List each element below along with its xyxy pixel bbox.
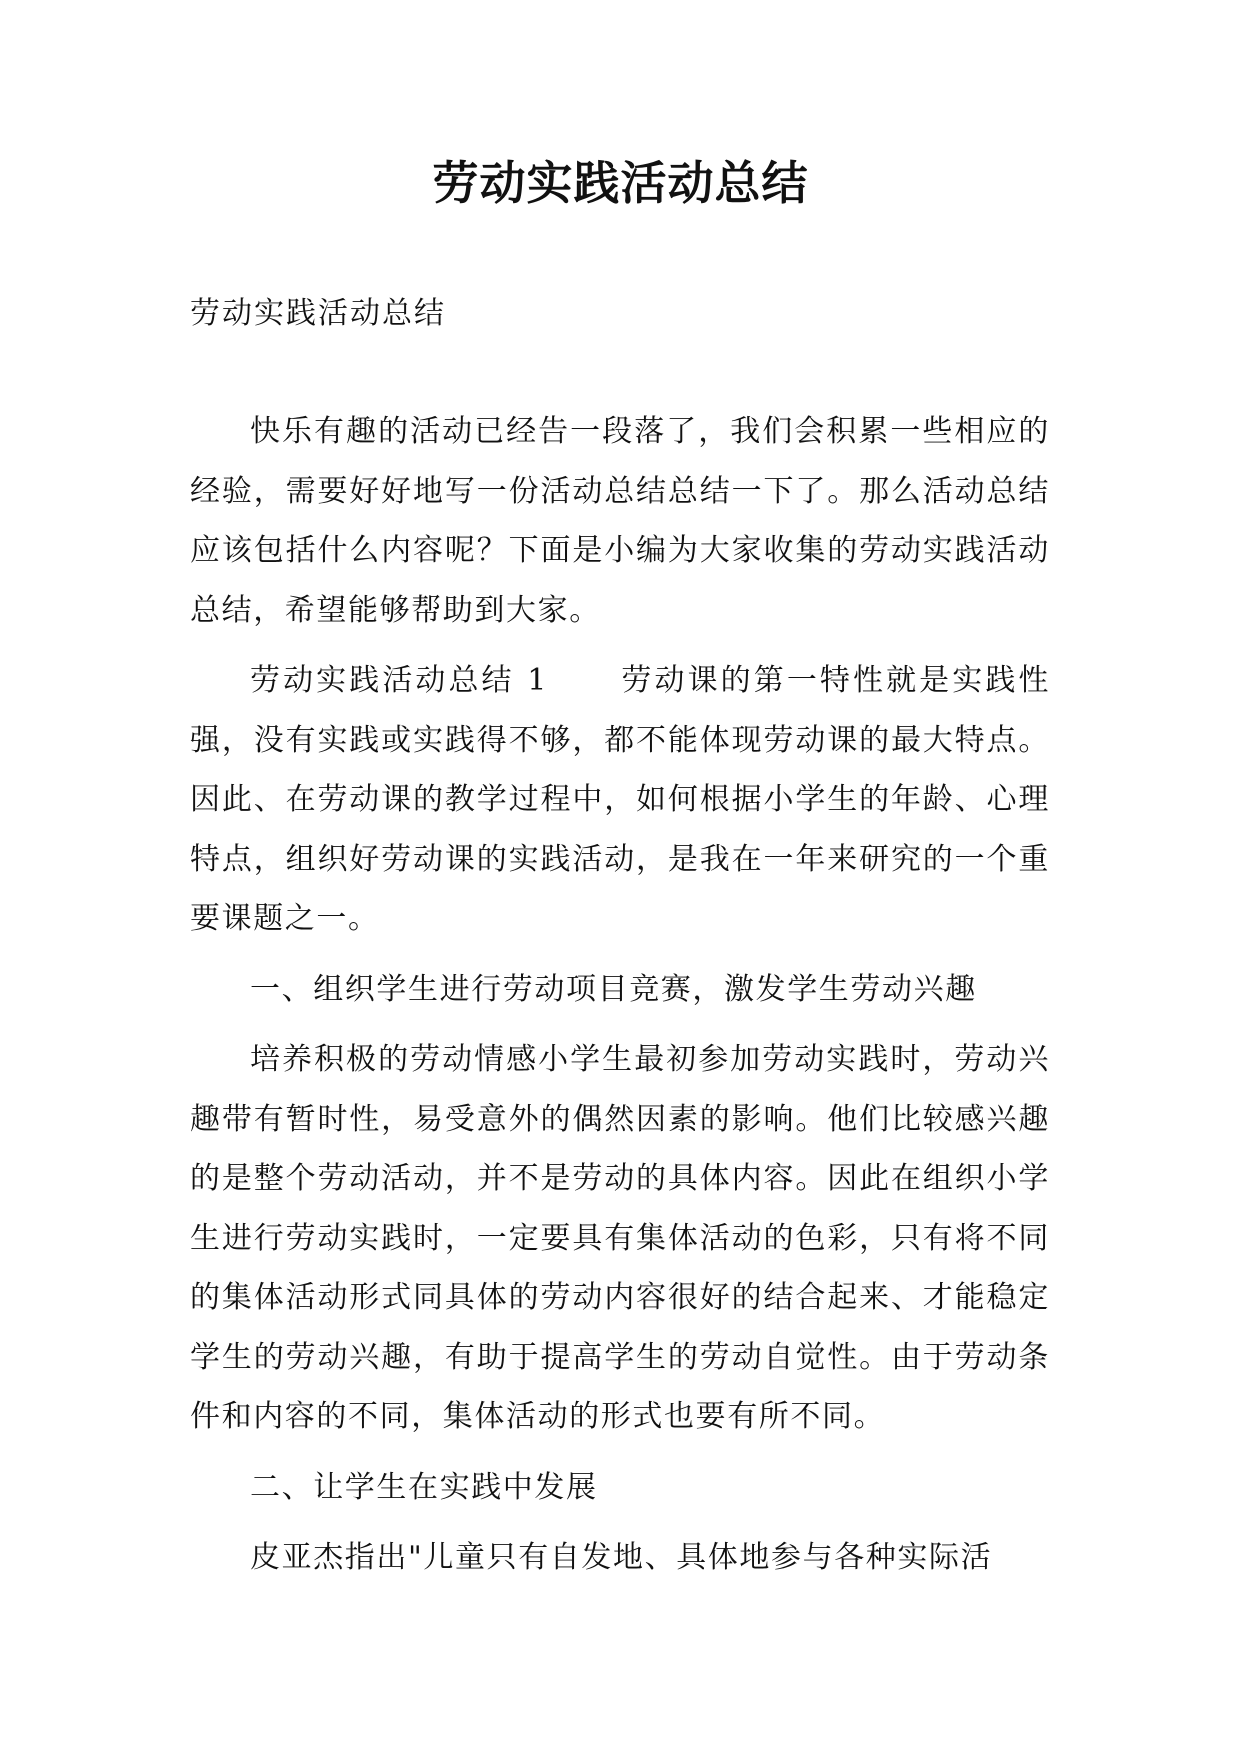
document-title: 劳动实践活动总结: [432, 156, 809, 210]
intro-paragraph: 快乐有趣的活动已经告一段落了，我们会积累一些相应的经验，需要好好地写一份活动总结总结一下了。那么活动总结应该包括什么内容呢？下面是小编为大家收集的劳动实践活动总结，希望能够帮助到大家。: [190, 414, 1050, 628]
document-body: [190, 402, 1050, 1599]
point-2-heading: 二、让学生在实践中发展: [250, 1469, 598, 1505]
section-1-heading: 劳动实践活动总结 1: [250, 663, 548, 698]
point-1-heading: 一、组织学生进行劳动项目竞赛，激发学生劳动兴趣: [250, 971, 977, 1007]
section-1-text: 劳动课的第一特性就是实践性强，没有实践或实践得不够，都不能体现劳动课的最大特点。因此、在劳动课的教学过程中，如何根据小学生的年龄、心理特点，组织好劳动课的实践活动，是我在一年来研究的一个重要课题之一。: [190, 663, 1050, 936]
point-1-paragraph: 培养积极的劳动情感小学生最初参加劳动实践时，劳动兴趣带有暂时性，易受意外的偶然因素的影响。他们比较感兴趣的是整个劳动活动，并不是劳动的具体内容。因此在组织小学生进行劳动实践时，一定要具有集体活动的色彩，只有将不同的集体活动形式同具体的劳动内容很好的结合起来、才能稳定学生的劳动兴趣，有助于提高学生的劳动自觉性。由于劳动条件和内容的不同，集体活动的形式也要有所不同。: [190, 1042, 1050, 1434]
point-2-paragraph: 皮亚杰指出"儿童只有自发地、具体地参与各种实际活: [250, 1540, 993, 1575]
document-subtitle: 劳动实践活动总结: [190, 296, 446, 331]
section-1-paragraph: [190, 651, 1050, 949]
